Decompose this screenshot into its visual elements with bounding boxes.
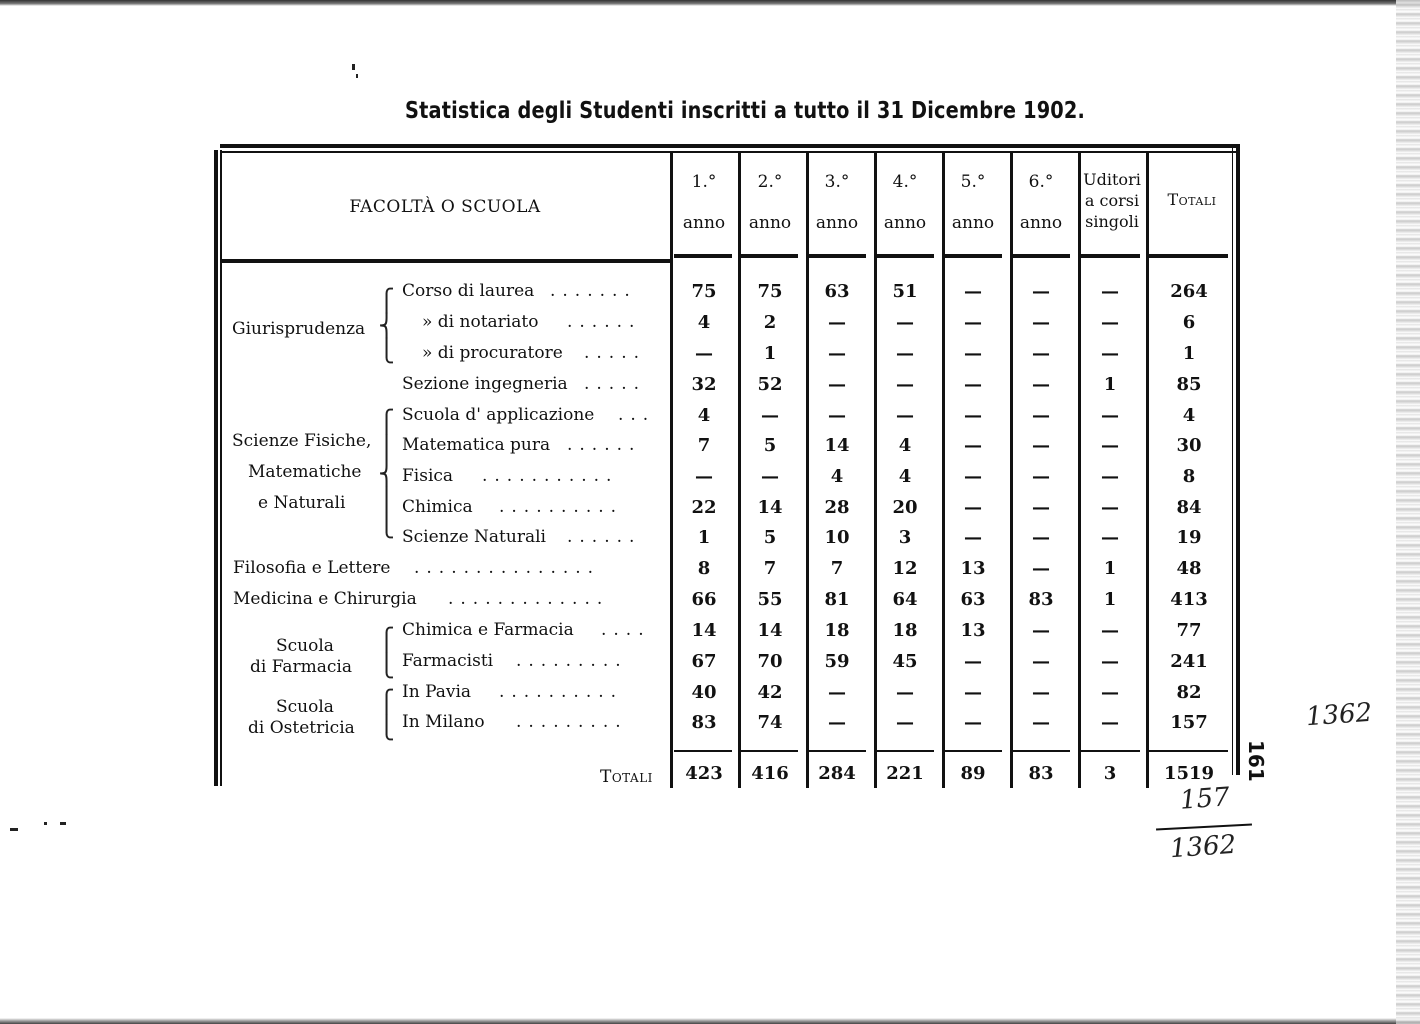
brace-glyph: ⎩ bbox=[380, 654, 394, 679]
cell-3: 81 bbox=[824, 589, 850, 610]
totals-label: Totali bbox=[600, 767, 653, 787]
cell-3: 18 bbox=[824, 620, 850, 641]
uditori-header-3: singoli bbox=[1085, 212, 1139, 231]
cell-2: 5 bbox=[763, 527, 777, 548]
group-farmacia-2: di Farmacia bbox=[250, 657, 352, 677]
year-header-6: 6.° bbox=[1028, 172, 1054, 192]
faculty-header: FACOLTÀ O SCUOLA bbox=[349, 197, 541, 217]
leader-dots: ..... bbox=[584, 343, 647, 363]
brace-glyph: ⎨ bbox=[380, 314, 394, 339]
cell-4: 3 bbox=[898, 527, 912, 548]
row-label: Chimica e Farmacia bbox=[402, 620, 574, 640]
cell-5: 13 bbox=[960, 558, 986, 579]
cell-uditori: 1 bbox=[1103, 558, 1117, 579]
cell-totali: 48 bbox=[1176, 558, 1202, 579]
cell-5: — bbox=[964, 281, 982, 302]
cell-1: 8 bbox=[697, 558, 711, 579]
cell-3: 59 bbox=[824, 651, 850, 672]
cell-4: — bbox=[896, 312, 914, 333]
row-label: Matematica pura bbox=[402, 435, 551, 455]
row-label: Chimica bbox=[402, 497, 473, 517]
cell-6: — bbox=[1032, 343, 1050, 364]
leader-dots: ..... bbox=[584, 374, 647, 394]
column-header-rule bbox=[1078, 254, 1140, 258]
cell-4: 64 bbox=[892, 589, 918, 610]
cell-totali: 84 bbox=[1176, 497, 1202, 518]
cell-1: — bbox=[695, 343, 713, 364]
brace-glyph: ⎧ bbox=[380, 410, 394, 435]
scan-edge-top bbox=[0, 0, 1420, 6]
cell-3: — bbox=[828, 374, 846, 395]
leader-dots: ...... bbox=[567, 527, 642, 547]
table-top-rule bbox=[220, 144, 1240, 148]
cell-3: — bbox=[828, 682, 846, 703]
group-ostetricia-2: di Ostetricia bbox=[248, 718, 355, 738]
scan-edge-right bbox=[1396, 0, 1420, 1024]
year-header-3: 3.° bbox=[824, 172, 850, 192]
row-label: In Milano bbox=[402, 712, 485, 732]
cell-1: 67 bbox=[691, 651, 717, 672]
cell-uditori: — bbox=[1101, 281, 1119, 302]
totals-rule bbox=[874, 750, 934, 752]
uditori-header-1: Uditori bbox=[1083, 170, 1141, 189]
group-scienze-3: e Naturali bbox=[258, 493, 346, 513]
year-header-anno-6: anno bbox=[1019, 213, 1063, 233]
cell-3: — bbox=[828, 405, 846, 426]
cell-2: 14 bbox=[757, 620, 783, 641]
cell-totali: 6 bbox=[1182, 312, 1196, 333]
cell-3: 7 bbox=[830, 558, 844, 579]
cell-uditori: — bbox=[1101, 682, 1119, 703]
cell-totali: 4 bbox=[1182, 405, 1196, 426]
cell-6: — bbox=[1032, 312, 1050, 333]
total-1: 423 bbox=[685, 763, 723, 784]
handwritten-sum-top: 157 bbox=[1179, 782, 1231, 816]
handwritten-sum-bottom: 1362 bbox=[1169, 829, 1238, 865]
group-giurisprudenza: Giurisprudenza bbox=[232, 319, 366, 339]
cell-1: 66 bbox=[691, 589, 717, 610]
column-separator bbox=[670, 153, 673, 788]
column-header-rule bbox=[874, 254, 934, 258]
totals-rule bbox=[740, 750, 798, 752]
cell-2: — bbox=[761, 405, 779, 426]
brace-glyph: ⎩ bbox=[380, 514, 394, 539]
cell-4: — bbox=[896, 405, 914, 426]
cell-1: 83 bbox=[691, 712, 717, 733]
cell-6: — bbox=[1032, 558, 1050, 579]
table-right-border bbox=[1236, 145, 1240, 775]
totali-header: Totali bbox=[1167, 190, 1217, 209]
cell-uditori: — bbox=[1101, 466, 1119, 487]
year-header-1: 1.° bbox=[691, 172, 717, 192]
cell-6: — bbox=[1032, 651, 1050, 672]
cell-totali: 1 bbox=[1182, 343, 1196, 364]
brace-glyph: ⎩ bbox=[380, 339, 394, 364]
cell-5: — bbox=[964, 682, 982, 703]
cell-3: — bbox=[828, 712, 846, 733]
total-6: 83 bbox=[1028, 763, 1054, 784]
totals-rule bbox=[942, 750, 1002, 752]
cell-5: — bbox=[964, 435, 982, 456]
row-label: Farmacisti bbox=[402, 651, 494, 671]
cell-3: — bbox=[828, 312, 846, 333]
header-bottom-rule bbox=[222, 259, 670, 263]
cell-1: 40 bbox=[691, 682, 717, 703]
cell-uditori: — bbox=[1101, 343, 1119, 364]
cell-6: — bbox=[1032, 712, 1050, 733]
cell-1: 22 bbox=[691, 497, 717, 518]
cell-totali: 157 bbox=[1170, 712, 1208, 733]
cell-5: — bbox=[964, 374, 982, 395]
table-top-rule-thin bbox=[222, 151, 1238, 153]
leader-dots: ...... bbox=[567, 435, 642, 455]
cell-2: 52 bbox=[757, 374, 783, 395]
cell-uditori: — bbox=[1101, 527, 1119, 548]
handwritten-margin-note: 1362 bbox=[1305, 697, 1374, 733]
cell-totali: 85 bbox=[1176, 374, 1202, 395]
scan-speck bbox=[60, 822, 66, 825]
cell-4: — bbox=[896, 682, 914, 703]
cell-uditori: — bbox=[1101, 312, 1119, 333]
scan-speck bbox=[356, 74, 358, 78]
cell-2: 2 bbox=[763, 312, 777, 333]
cell-4: 4 bbox=[898, 435, 912, 456]
cell-totali: 19 bbox=[1176, 527, 1202, 548]
cell-1: 14 bbox=[691, 620, 717, 641]
cell-2: 70 bbox=[757, 651, 783, 672]
table-left-border bbox=[214, 150, 218, 786]
cell-totali: 241 bbox=[1170, 651, 1208, 672]
row-label: » di notariato bbox=[422, 312, 539, 332]
cell-4: 20 bbox=[892, 497, 918, 518]
year-header-2: 2.° bbox=[757, 172, 783, 192]
group-scienze-1: Scienze Fisiche, bbox=[232, 431, 372, 451]
cell-3: 14 bbox=[824, 435, 850, 456]
handwritten-sum-line bbox=[1156, 823, 1252, 830]
cell-6: — bbox=[1032, 682, 1050, 703]
column-separator bbox=[1146, 153, 1149, 788]
cell-4: 45 bbox=[892, 651, 918, 672]
cell-5: — bbox=[964, 312, 982, 333]
page-number: 161 bbox=[1244, 740, 1268, 782]
cell-3: 10 bbox=[824, 527, 850, 548]
cell-3: 28 bbox=[824, 497, 850, 518]
column-header-rule bbox=[806, 254, 866, 258]
totals-rule bbox=[1148, 750, 1228, 752]
scan-edge-bottom bbox=[0, 1018, 1420, 1024]
row-label: Filosofia e Lettere bbox=[233, 558, 391, 578]
cell-2: 74 bbox=[757, 712, 783, 733]
column-header-rule bbox=[942, 254, 1002, 258]
column-header-rule bbox=[674, 254, 732, 258]
cell-1: 75 bbox=[691, 281, 717, 302]
totals-rule bbox=[1078, 750, 1140, 752]
cell-6: — bbox=[1032, 281, 1050, 302]
cell-1: 4 bbox=[697, 405, 711, 426]
cell-1: 7 bbox=[697, 435, 711, 456]
table-right-border-thin bbox=[1232, 145, 1233, 775]
brace-glyph: ⎧ bbox=[380, 690, 394, 715]
cell-2: 5 bbox=[763, 435, 777, 456]
cell-2: 75 bbox=[757, 281, 783, 302]
total-3: 284 bbox=[818, 763, 856, 784]
cell-1: 4 bbox=[697, 312, 711, 333]
cell-uditori: — bbox=[1101, 620, 1119, 641]
cell-uditori: — bbox=[1101, 435, 1119, 456]
row-label: Scienze Naturali bbox=[402, 527, 546, 547]
brace-glyph: ⎧ bbox=[380, 289, 394, 314]
cell-2: 14 bbox=[757, 497, 783, 518]
cell-uditori: — bbox=[1101, 651, 1119, 672]
cell-totali: 264 bbox=[1170, 281, 1208, 302]
column-header-rule bbox=[1010, 254, 1070, 258]
cell-6: — bbox=[1032, 527, 1050, 548]
cell-6: 83 bbox=[1028, 589, 1054, 610]
cell-4: 51 bbox=[892, 281, 918, 302]
cell-uditori: — bbox=[1101, 712, 1119, 733]
total-5: 89 bbox=[960, 763, 986, 784]
year-header-anno-5: anno bbox=[951, 213, 995, 233]
total-totali: 1519 bbox=[1163, 763, 1215, 784]
cell-5: — bbox=[964, 405, 982, 426]
cell-totali: 413 bbox=[1170, 589, 1208, 610]
leader-dots: ........... bbox=[482, 466, 619, 486]
row-label: Corso di laurea bbox=[402, 281, 535, 301]
totals-rule bbox=[1010, 750, 1070, 752]
group-farmacia-1: Scuola bbox=[276, 636, 334, 656]
row-label: Sezione ingegneria bbox=[402, 374, 568, 394]
cell-5: — bbox=[964, 497, 982, 518]
cell-5: — bbox=[964, 466, 982, 487]
cell-6: — bbox=[1032, 435, 1050, 456]
group-scienze-2: Matematiche bbox=[248, 462, 362, 482]
cell-uditori: 1 bbox=[1103, 374, 1117, 395]
year-header-5: 5.° bbox=[960, 172, 986, 192]
year-header-anno-1: anno bbox=[682, 213, 726, 233]
cell-5: — bbox=[964, 712, 982, 733]
row-label: Fisica bbox=[402, 466, 454, 486]
leader-dots: .......... bbox=[499, 497, 624, 517]
total-2: 416 bbox=[751, 763, 789, 784]
cell-totali: 30 bbox=[1176, 435, 1202, 456]
leader-dots: ......... bbox=[516, 651, 628, 671]
year-header-anno-4: anno bbox=[883, 213, 927, 233]
row-label: In Pavia bbox=[402, 682, 472, 702]
cell-2: 55 bbox=[757, 589, 783, 610]
brace-glyph: ⎧ bbox=[380, 628, 394, 653]
leader-dots: ....... bbox=[550, 281, 637, 301]
leader-dots: ...... bbox=[567, 312, 642, 332]
cell-5: — bbox=[964, 651, 982, 672]
column-header-rule bbox=[1148, 254, 1228, 258]
cell-3: 4 bbox=[830, 466, 844, 487]
column-separator bbox=[738, 153, 741, 788]
cell-uditori: — bbox=[1101, 405, 1119, 426]
brace-glyph: ⎪ bbox=[380, 488, 394, 513]
leader-dots: ............. bbox=[448, 589, 610, 609]
row-label: Medicina e Chirurgia bbox=[233, 589, 417, 609]
cell-5: 63 bbox=[960, 589, 986, 610]
leader-dots: ......... bbox=[516, 712, 628, 732]
cell-6: — bbox=[1032, 405, 1050, 426]
cell-4: 4 bbox=[898, 466, 912, 487]
scan-speck bbox=[44, 822, 47, 825]
cell-4: — bbox=[896, 712, 914, 733]
cell-2: — bbox=[761, 466, 779, 487]
year-header-anno-3: anno bbox=[815, 213, 859, 233]
cell-totali: 77 bbox=[1176, 620, 1202, 641]
total-uditori: 3 bbox=[1103, 763, 1117, 784]
cell-5: — bbox=[964, 527, 982, 548]
cell-1: — bbox=[695, 466, 713, 487]
cell-totali: 82 bbox=[1176, 682, 1202, 703]
cell-2: 42 bbox=[757, 682, 783, 703]
cell-6: — bbox=[1032, 466, 1050, 487]
table-left-border-thin bbox=[220, 150, 222, 786]
uditori-header-2: a corsi bbox=[1084, 191, 1140, 210]
cell-4: — bbox=[896, 374, 914, 395]
totals-rule bbox=[674, 750, 732, 752]
year-header-anno-2: anno bbox=[748, 213, 792, 233]
scan-speck bbox=[10, 828, 18, 831]
row-label: Scuola d' applicazione bbox=[402, 405, 595, 425]
cell-1: 1 bbox=[697, 527, 711, 548]
cell-2: 7 bbox=[763, 558, 777, 579]
brace-glyph: ⎩ bbox=[380, 716, 394, 741]
cell-5: 13 bbox=[960, 620, 986, 641]
cell-6: — bbox=[1032, 374, 1050, 395]
leader-dots: .... bbox=[601, 620, 651, 640]
cell-3: 63 bbox=[824, 281, 850, 302]
scan-speck bbox=[352, 64, 355, 70]
cell-6: — bbox=[1032, 620, 1050, 641]
totals-rule bbox=[806, 750, 866, 752]
brace-glyph: ⎨ bbox=[380, 462, 394, 487]
cell-1: 32 bbox=[691, 374, 717, 395]
leader-dots: ... bbox=[618, 405, 656, 425]
cell-4: 12 bbox=[892, 558, 918, 579]
cell-5: — bbox=[964, 343, 982, 364]
total-4: 221 bbox=[886, 763, 924, 784]
cell-4: — bbox=[896, 343, 914, 364]
group-ostetricia-1: Scuola bbox=[276, 697, 334, 717]
cell-uditori: — bbox=[1101, 497, 1119, 518]
cell-3: — bbox=[828, 343, 846, 364]
brace-glyph: ⎪ bbox=[380, 436, 394, 461]
cell-uditori: 1 bbox=[1103, 589, 1117, 610]
leader-dots: .......... bbox=[499, 682, 624, 702]
cell-totali: 8 bbox=[1182, 466, 1196, 487]
cell-2: 1 bbox=[763, 343, 777, 364]
column-header-rule bbox=[740, 254, 798, 258]
leader-dots: ............... bbox=[414, 558, 601, 578]
cell-4: 18 bbox=[892, 620, 918, 641]
cell-6: — bbox=[1032, 497, 1050, 518]
year-header-4: 4.° bbox=[892, 172, 918, 192]
page-title: Statistica degli Studenti inscritti a tutto il 31 Dicembre 1902. bbox=[405, 98, 1086, 124]
row-label: » di procuratore bbox=[422, 343, 563, 363]
